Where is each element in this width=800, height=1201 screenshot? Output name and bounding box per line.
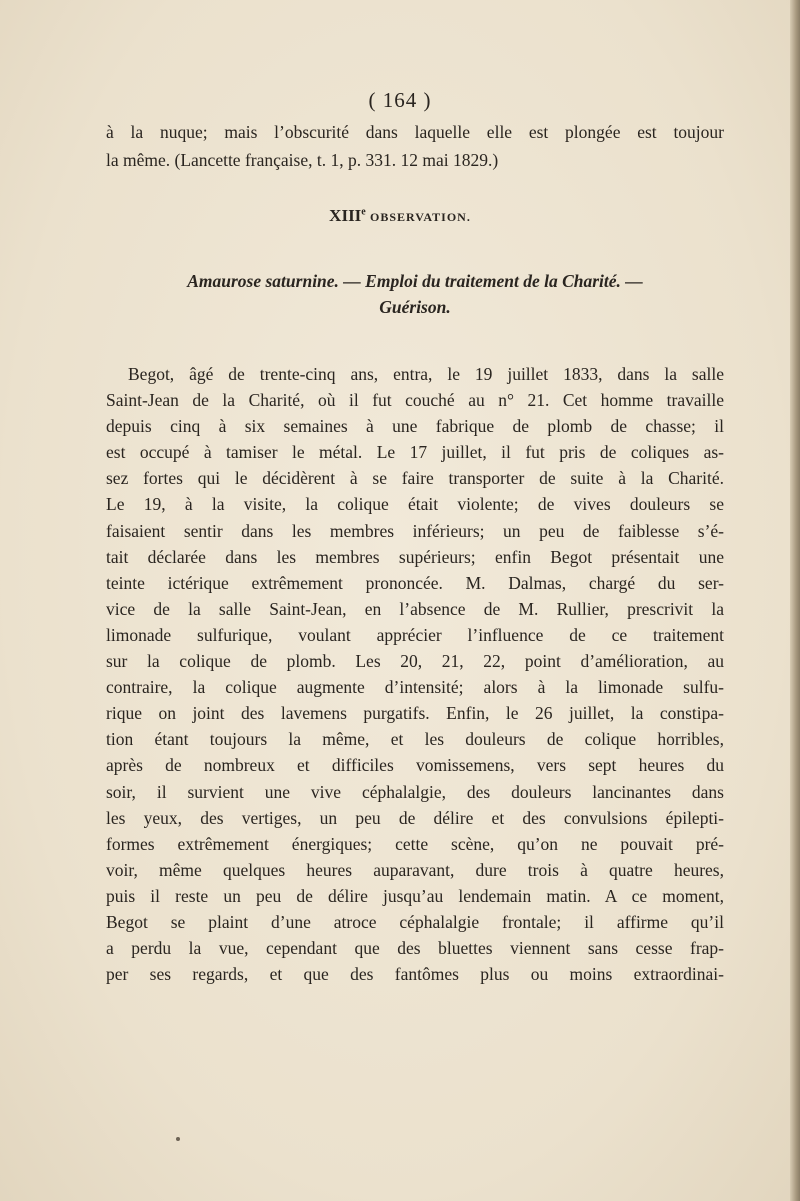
body-line: les yeux, des vertiges, un peu de délire et des convulsions épilepti- <box>106 807 724 828</box>
observation-body <box>106 361 724 987</box>
body-line: Begot se plaint d’une atroce céphalalgie frontale; il affirme qu’il <box>106 911 724 932</box>
observation-heading <box>0 206 800 226</box>
body-line: tion étant toujours la même, et les douleurs de colique horribles, <box>106 729 724 750</box>
body-line: tait déclarée dans les membres supérieurs; enfin Begot présentait une <box>106 546 724 567</box>
observation-title-line-1: Amaurose saturnine. — Emploi du traitement de la Charité. — <box>187 271 643 291</box>
body-line: limonade sulfurique, voulant apprécier l’influence de ce traitement <box>106 624 724 645</box>
body-line: sez fortes qui le décidèrent à se faire transporter de suite à la Charité. <box>106 468 724 489</box>
body-line: per ses regards, et que des fantômes plus ou moins extraordinai- <box>106 964 724 985</box>
continuation-line-2: la même. (Lancette française, t. 1, p. 331. 12 mai 1829.) <box>106 150 499 170</box>
body-line: Le 19, à la visite, la colique était violente; de vives douleurs se <box>106 494 724 515</box>
observation-title-line-2: Guérison. <box>379 297 451 317</box>
body-line: rique on joint des lavemens purgatifs. Enfin, le 26 juillet, la constipa- <box>106 703 724 724</box>
observation-number-suffix: e <box>361 206 366 218</box>
page-number: ( 164 ) <box>368 88 432 112</box>
observation-word: OBSERVATION. <box>370 210 471 224</box>
body-line: faisaient sentir dans les membres inférieurs; un peu de faiblesse s’é- <box>106 520 724 541</box>
body-line: voir, même quelques heures auparavant, dure trois à quatre heures, <box>106 859 724 880</box>
body-line: est occupé à tamiser le métal. Le 17 juillet, il fut pris de coliques as- <box>106 442 724 463</box>
body-line: sur la colique de plomb. Les 20, 21, 22, point d’amélioration, au <box>106 651 724 672</box>
body-line: Saint-Jean de la Charité, où il fut couché au n° 21. Cet homme travaille <box>106 390 724 411</box>
body-line: teinte ictérique extrêmement prononcée. M. Dalmas, chargé du ser- <box>106 572 724 593</box>
body-line: formes extrêmement énergiques; cette scène, qu’on ne pouvait pré- <box>106 833 724 854</box>
body-line: contraire, la colique augmente d’intensité; alors à la limonade sulfu- <box>106 677 724 698</box>
ink-speck <box>176 1137 180 1141</box>
body-line: Begot, âgé de trente-cinq ans, entra, le 19 juillet 1833, dans la salle <box>128 364 724 384</box>
body-line: depuis cinq à six semaines à une fabrique de plomb de chasse; il <box>106 416 724 437</box>
body-line: vice de la salle Saint-Jean, en l’absence de M. Rullier, prescrivit la <box>106 598 724 619</box>
observation-title <box>106 268 724 320</box>
continuation-paragraph <box>106 118 724 174</box>
observation-number: XIII <box>329 206 362 225</box>
body-line: après de nombreux et difficiles vomissemens, vers sept heures du <box>106 755 724 776</box>
page-edge <box>790 0 800 1201</box>
body-line: soir, il survient une vive céphalalgie, des douleurs lancinantes dans <box>106 781 724 802</box>
continuation-line-1: à la nuque; mais l’obscurité dans laquelle elle est plongée est toujour <box>106 122 724 142</box>
body-line: a perdu la vue, cependant que des bluettes viennent sans cesse frap- <box>106 938 724 959</box>
body-line: puis il reste un peu de délire jusqu’au lendemain matin. A ce moment, <box>106 885 724 906</box>
